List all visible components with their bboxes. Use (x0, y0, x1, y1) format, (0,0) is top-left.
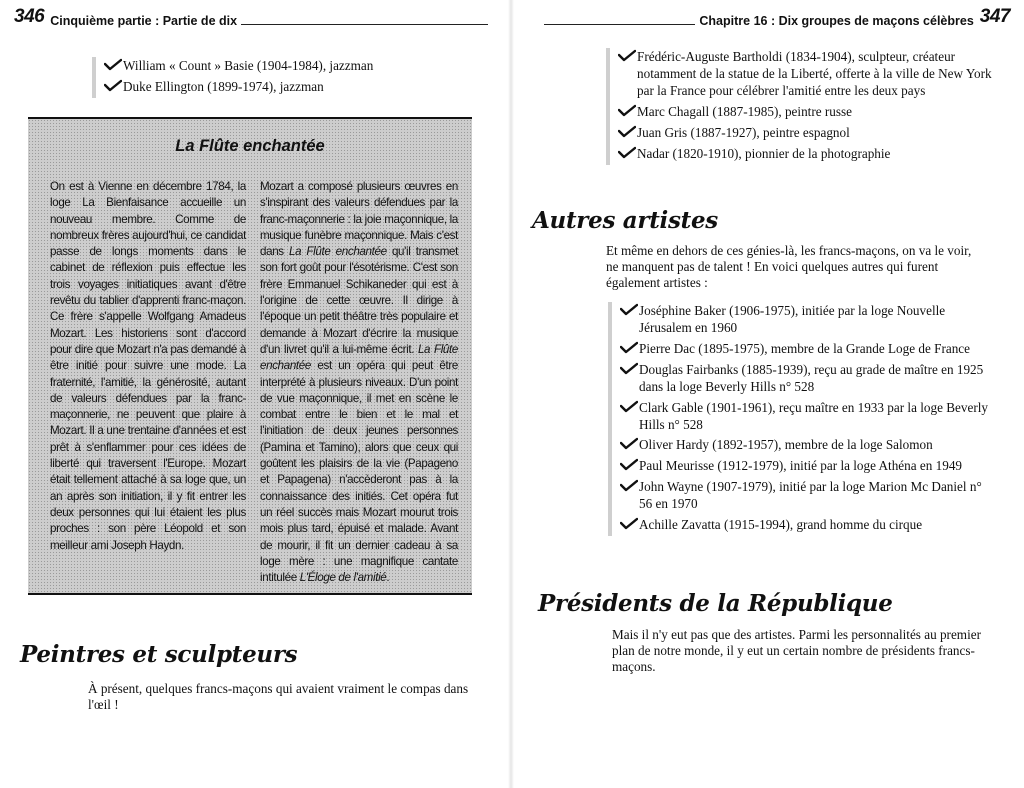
section-text-autres-artistes: Et même en dehors de ces génies-là, les francs-maçons, on va le voir, ne manquent pas de talent ! En voici quelques autres qui furent également artistes : (606, 243, 972, 291)
check-mark-icon (620, 399, 638, 414)
check-mark-icon (620, 302, 638, 317)
list-item (620, 361, 998, 395)
check-mark-icon (620, 478, 638, 493)
list-item-text: Frédéric-Auguste Bartholdi (1834-1904), sculpteur, créateur notamment de la statue de la Liberté, offerte à la ville de New York par la France pour célébrer l'amitié entre les deux pays (637, 49, 992, 99)
sidebar-text: . (386, 571, 390, 585)
list-item-text: Paul Meurisse (1912-1979), initié par la loge Athéna en 1949 (639, 458, 963, 474)
list-item-text: Clark Gable (1901-1961), reçu maître en 1933 par la loge Beverly Hills n° 528 (639, 399, 988, 432)
list-item (618, 103, 994, 120)
section-text-presidents: Mais il n'y eut pas que des artistes. Parmi les personnalités au premier plan de notre monde, il y eut un certain nombre de présidents francs-maçons. (612, 627, 981, 675)
list-item-text: Pierre Dac (1895-1975), membre de la Grande Loge de France (639, 340, 971, 356)
list-item (620, 302, 998, 336)
running-header-right (540, 6, 1010, 28)
list-item (618, 145, 994, 162)
list-item-text: Oliver Hardy (1892-1957), membre de la loge Salomon (639, 437, 933, 453)
running-title-left: Cinquième partie : Partie de dix (50, 14, 238, 28)
section-text-peintres: À présent, quelques francs-maçons qui avaient vraiment le compas dans l'œil ! (88, 681, 469, 713)
sidebar-text: Mozart a composé plusieurs œuvres en s'inspirant des valeurs défendues par la franc-maçonnerie : la joie maçonnique, la musique funèbre maçonnique. Mais c'est dans (260, 180, 458, 259)
sidebar-box (28, 117, 472, 595)
list-item-text: Nadar (1820-1910), pionnier de la photographie (637, 145, 891, 161)
check-mark-icon (620, 361, 638, 376)
list-item (620, 478, 998, 512)
check-mark-icon (618, 103, 636, 118)
left-top-list (92, 57, 484, 98)
running-title-right: Chapitre 16 : Dix groupes de maçons célèbres (699, 14, 974, 28)
list-item-text: Duke Ellington (1899-1974), jazzman (123, 78, 324, 94)
right-top-list (606, 48, 994, 165)
section-heading-presidents: Présidents de la République (538, 590, 893, 617)
sidebar-text: qu'il transmet son fort goût pour l'ésotérisme. C'est son frère Emmanuel Schikaneder qui est à l'origine de cette œuvre. Il dirige à l'époque un petit théâtre très populaire et demande à Mozart d'écrire la musique d'un livret qu'il a lui-même écrit. (260, 245, 458, 356)
artist-list (608, 302, 998, 536)
list-item-text: Joséphine Baker (1906-1975), initiée par la loge Nouvelle Jérusalem en 1960 (639, 303, 946, 336)
right-page (512, 0, 1024, 788)
opera-title: La Flûte enchantée (260, 342, 458, 373)
opera-title: La Flûte enchantée (288, 245, 387, 259)
sidebar-column-1: On est à Vienne en décembre 1784, la loge La Bienfaisance accueille un nouveau membre. Comme de nombreux frères aujourd'hui, ce candidat passe de longs moments dans le cabinet de réflexion puis effectue les trois voyages initiatiques avant d'être revêtu du tablier d'apprenti franc-maçon. Ce frère s'appelle Wolfgang Amadeus Mozart. Les historiens sont d'accord pour dire que Mozart n'a pas demandé à être initié pour suivre une mode. La fraternité, l'amitié, la générosité, autant de valeurs défendues par la franc-maçonnerie, ne peuvent que plaire à Mozart. Il a une trentaine d'années et est prêt à s'enflammer pour ces idées de liberté qui traversent l'Europe. Mozart était tellement attaché à sa loge que, un an après son initiation, il y fit entrer les deux personnes qui lui étaient les plus proches : son père Léopold et son meilleur ami Joseph Haydn. (50, 180, 246, 552)
header-rule-right (544, 24, 695, 25)
running-header-left (14, 6, 492, 28)
check-mark-icon (104, 78, 122, 93)
check-mark-icon (620, 457, 638, 472)
page-number-left: 346 (14, 6, 45, 27)
page-number-right: 347 (979, 6, 1010, 27)
section-heading-autres-artistes: Autres artistes (532, 207, 718, 234)
list-item (620, 436, 998, 453)
sidebar-text: est un opéra qui peut être interprété à plusieurs niveaux. D'un point de vue maçonnique, il met en scène le combat entre le bien et le mal et l'initiation de deux jeunes personnes (Pamina et Tamino), alors que ceux qui goûtent les plaisirs de la vie (Papageno et Papagena) n'accèderont pas à la connaissance des initiés. Cet opéra fut un réel succès mais Mozart mourut trois mois plus tard, épuisé et malade. Avant de mourir, il fit un dernier cadeau à sa loge mère : une magnifique cantate intitulée (260, 359, 458, 585)
check-mark-icon (618, 145, 636, 160)
list-item (620, 516, 998, 533)
list-item-text: William « Count » Basie (1904-1984), jazzman (123, 58, 374, 73)
list-item-text: John Wayne (1907-1979), initié par la loge Marion Mc Daniel n° 56 en 1970 (639, 478, 982, 512)
header-rule-left (241, 24, 488, 25)
list-item (618, 124, 994, 141)
cantata-title: L'Éloge de l'amitié (299, 571, 387, 585)
check-mark-icon (620, 516, 638, 531)
list-item (104, 78, 484, 95)
list-item (104, 57, 484, 74)
check-mark-icon (620, 436, 638, 451)
check-mark-icon (104, 57, 122, 72)
check-mark-icon (618, 124, 636, 139)
list-item-text: Juan Gris (1887-1927), peintre espagnol (637, 124, 850, 140)
sidebar-title: La Flûte enchantée (175, 137, 325, 155)
list-item (620, 340, 998, 357)
sidebar-column-2 (260, 179, 458, 586)
section-heading-peintres: Peintres et sculpteurs (20, 641, 298, 668)
list-item (620, 457, 998, 474)
list-item (620, 399, 998, 433)
list-item (618, 48, 994, 100)
check-mark-icon (618, 48, 636, 63)
list-item-text: Douglas Fairbanks (1885-1939), reçu au grade de maître en 1925 dans la loge Beverly Hills n° 528 (639, 361, 984, 394)
list-item-text: Achille Zavatta (1915-1994), grand homme du cirque (639, 516, 923, 532)
check-mark-icon (620, 340, 638, 355)
list-item-text: Marc Chagall (1887-1985), peintre russe (637, 104, 852, 120)
